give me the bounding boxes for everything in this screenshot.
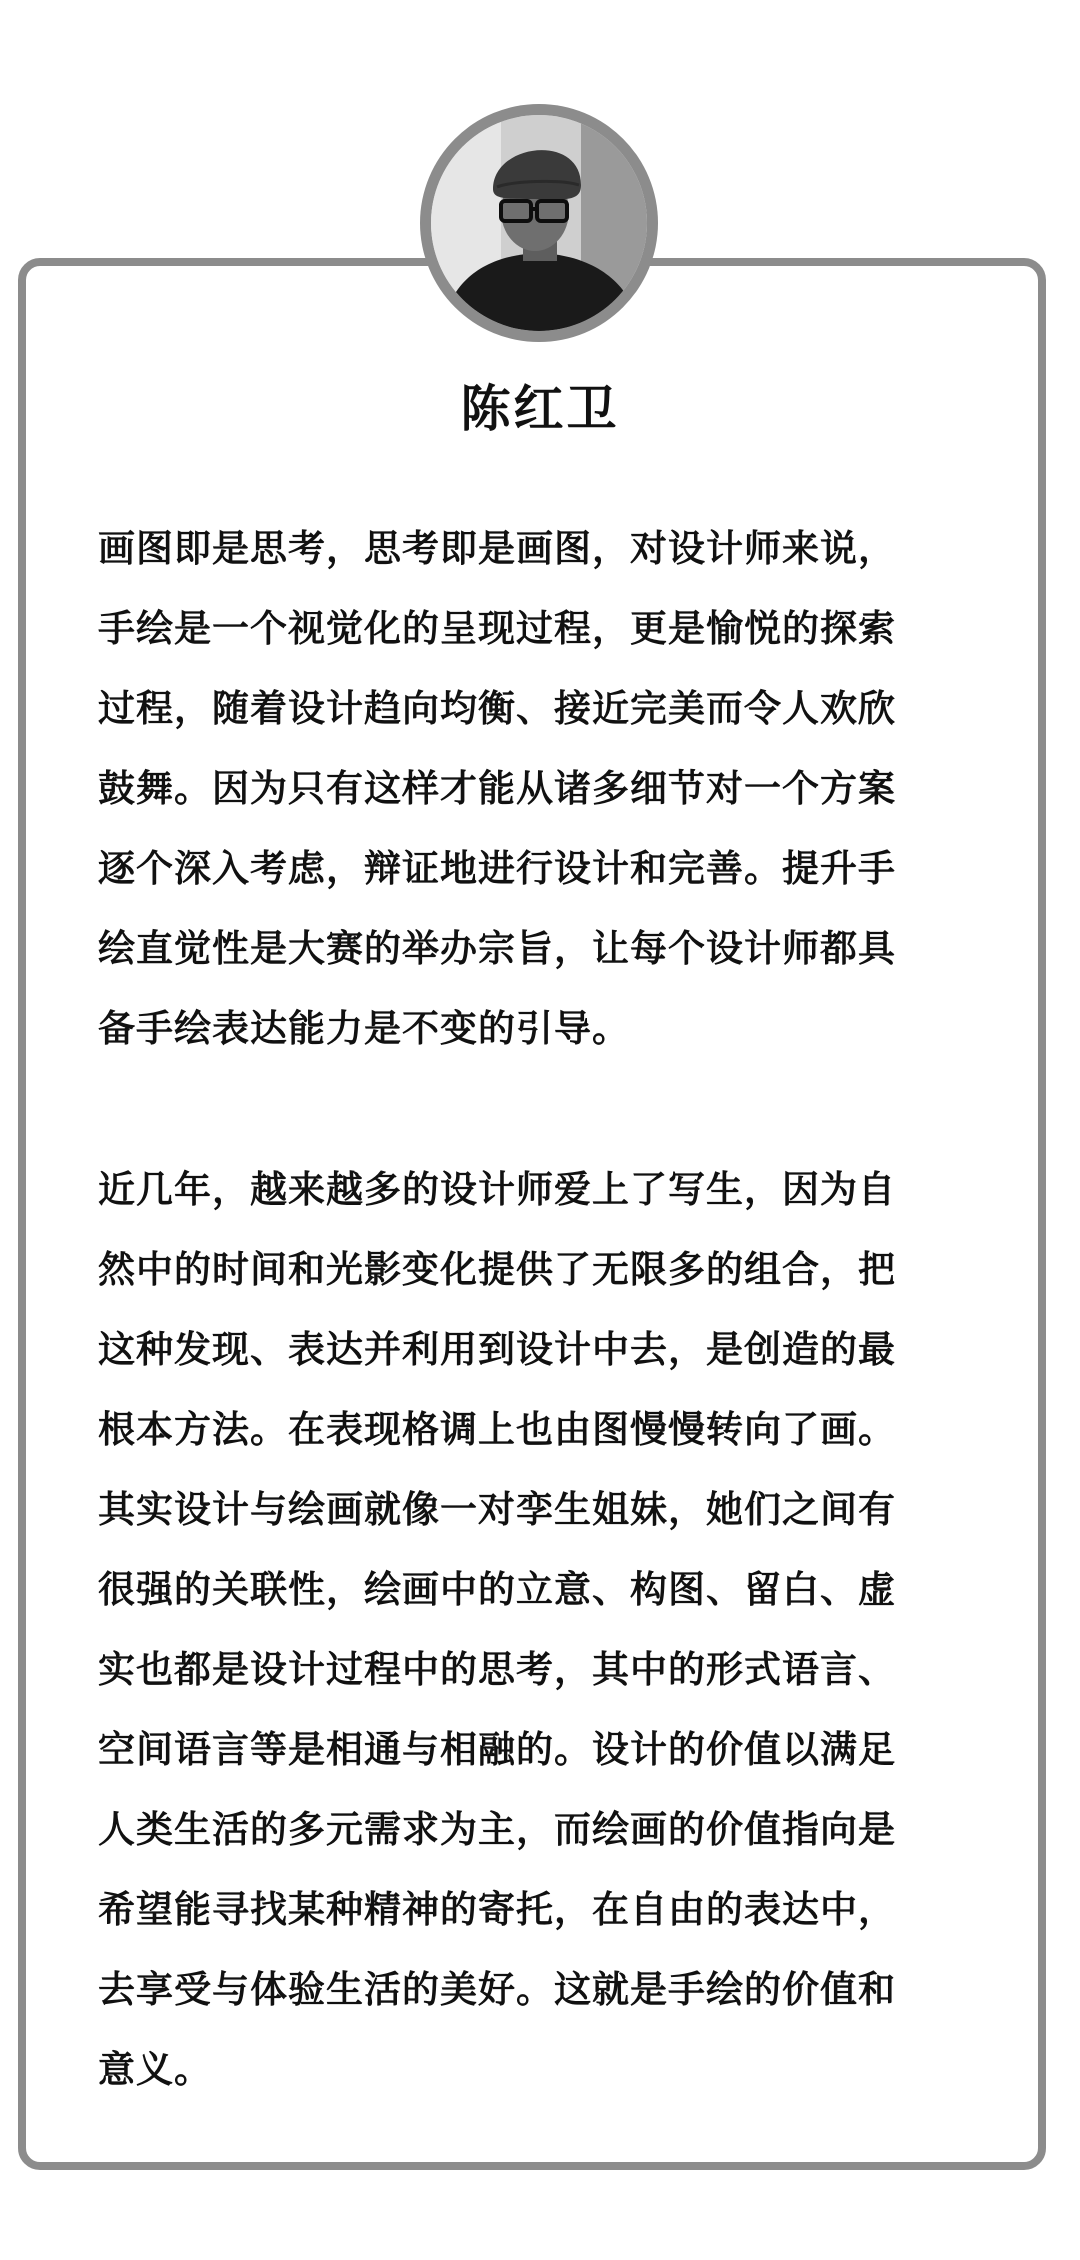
paragraph-line: 绘直觉性是大赛的举办宗旨，让每个设计师都具	[98, 927, 896, 970]
paragraph-line: 手绘是一个视觉化的呈现过程，更是愉悦的探索	[98, 607, 896, 650]
paragraph-line: 很强的关联性，绘画中的立意、构图、留白、虚	[98, 1568, 896, 1611]
paragraph-line: 根本方法。在表现格调上也由图慢慢转向了画。	[98, 1408, 896, 1451]
paragraph-line: 然中的时间和光影变化提供了无限多的组合，把	[98, 1248, 896, 1291]
paragraph-line: 近几年，越来越多的设计师爱上了写生，因为自	[98, 1168, 896, 1211]
paragraph-line: 希望能寻找某种精神的寄托，在自由的表达中，	[98, 1888, 896, 1931]
article-paragraph-2	[98, 1150, 986, 2110]
paragraph-line: 空间语言等是相通与相融的。设计的价值以满足	[98, 1728, 896, 1771]
person-name: 陈红卫	[460, 380, 620, 438]
paragraph-line: 备手绘表达能力是不变的引导。	[98, 1007, 630, 1050]
paragraph-line: 鼓舞。因为只有这样才能从诸多细节对一个方案	[98, 767, 896, 810]
paragraph-line: 逐个深入考虑，辩证地进行设计和完善。提升手	[98, 847, 896, 890]
paragraph-line: 意义。	[98, 2048, 212, 2091]
portrait-photo	[431, 115, 647, 331]
paragraph-line: 去享受与体验生活的美好。这就是手绘的价值和	[98, 1968, 896, 2011]
paragraph-line: 其实设计与绘画就像一对孪生姐妹，她们之间有	[98, 1488, 896, 1531]
avatar-frame	[420, 104, 658, 342]
paragraph-line: 这种发现、表达并利用到设计中去，是创造的最	[98, 1328, 896, 1371]
paragraph-line: 人类生活的多元需求为主，而绘画的价值指向是	[98, 1808, 896, 1851]
paragraph-line: 过程，随着设计趋向均衡、接近完美而令人欢欣	[98, 687, 896, 730]
paragraph-line: 画图即是思考，思考即是画图，对设计师来说，	[98, 527, 896, 570]
article-paragraph-1	[98, 509, 986, 1069]
avatar	[431, 115, 647, 331]
paragraph-line: 实也都是设计过程中的思考，其中的形式语言、	[98, 1648, 896, 1691]
